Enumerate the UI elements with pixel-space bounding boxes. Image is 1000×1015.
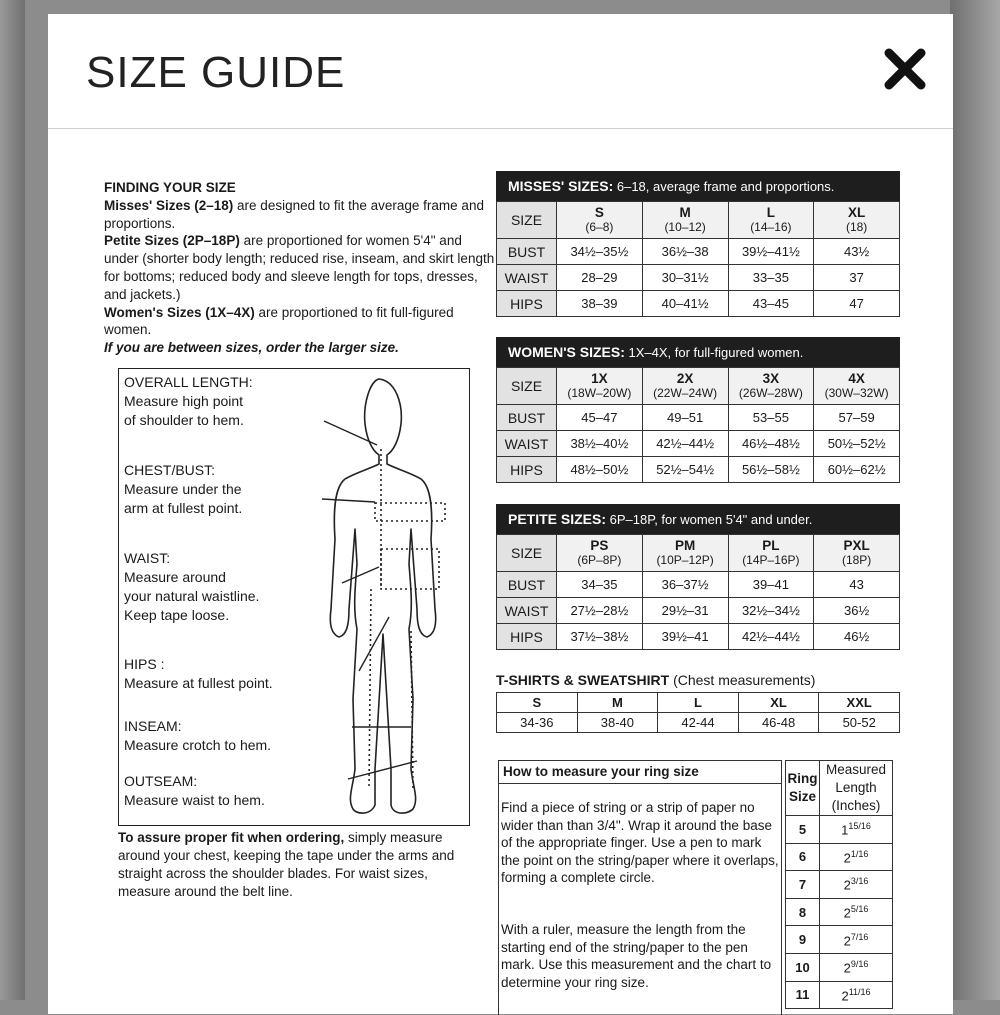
table-row: BUST 34½–35½ 36½–38 39½–41½ 43½ [497,239,900,265]
between-sizes-note: If you are between sizes, order the larger size. [104,340,399,356]
modal-title: SIZE GUIDE [86,48,346,97]
table-row: BUST 34–35 36–37½ 39–41 43 [497,572,900,598]
measurement-diagram [118,368,470,826]
table-row: 11 $2^{11/16}$ [786,981,893,1009]
ring-instructions-1: Find a piece of string or a strip of paper no wider than than 3/4". Wrap it around the base of the appropriate finger. Use a pen to mark the point on the string/paper where it overlaps, forming a complete circle. [501,800,779,886]
background-frame-left [0,0,25,1000]
table-row: BUST 45–47 49–51 53–55 57–59 [497,405,900,431]
table-row: WAIST 28–29 30–31½ 33–35 37 [497,265,900,291]
ring-size-instructions [498,760,782,1015]
tshirt-title: T-SHIRTS & SWEATSHIRT (Chest measurements) [496,672,816,688]
table-row: 10 $2^{9/16}$ [786,953,893,981]
table-row: 9 $2^{7/16}$ [786,926,893,954]
table-row: HIPS 48½–50½ 52½–54½ 56½–58½ 60½–62½ [497,457,900,483]
close-button[interactable] [880,44,930,94]
inseam-label: INSEAM: Measure crotch to hem. [124,718,272,753]
waist-label: WAIST: Measure around your natural waistline. Keep tape loose. [124,550,260,623]
ring-title: How to measure your ring size [503,764,699,779]
finding-heading: FINDING YOUR SIZE [104,180,236,195]
size-guide-modal [48,14,953,1014]
misses-sizes-table [496,171,900,317]
overall-length-label: OVERALL LENGTH: Measure high point of shoulder to hem. [124,374,253,428]
table-row: WAIST 38½–40½ 42½–44½ 46½–48½ 50½–52½ [497,431,900,457]
ring-instructions-2: With a ruler, measure the length from the starting end of the string/paper to the pen mark. Use this measurement and the chart to determine your ring size. [501,922,772,990]
petite-sizes-table [496,504,900,650]
table-row: 8 $2^{5/16}$ [786,898,893,926]
divider [499,783,781,784]
women-sizes-title: WOMEN'S SIZES: 1X–4X, for full-figured women. [496,337,900,367]
outseam-label: OUTSEAM: Measure waist to hem. [124,773,265,808]
women-sizes-table [496,337,900,483]
women-description: Women's Sizes (1X–4X) are proportioned to fit full-figured women. [104,304,454,338]
table-row: 7 $2^{3/16}$ [786,871,893,899]
table-row: SIZE 1X (18W–20W) 2X (22W–24W) 3X (26W–28W) 4X (30W–32W) [497,368,900,405]
hips-label: HIPS : Measure at fullest point. [124,656,273,691]
tshirt-table [496,692,900,733]
table-row: S M L XL XXL [497,693,900,713]
petite-sizes-title: PETITE SIZES: 6P–18P, for women 5'4" and under. [496,504,900,534]
table-row: SIZE S (6–8) M (10–12) L (14–16) XL (18) [497,202,900,239]
background-frame-right [950,0,1000,1000]
finding-your-size [104,179,499,357]
misses-sizes-title: MISSES' SIZES: 6–18, average frame and proportions. [496,171,900,201]
misses-description: Misses' Sizes (2–18) are designed to fit the average frame and proportions. [104,197,484,231]
modal-header [48,14,953,129]
table-row: WAIST 27½–28½ 29½–31 32½–34½ 36½ [497,598,900,624]
proper-fit-note: To assure proper fit when ordering, simply measure around your chest, keeping the tape under the arms and straight across the shoulder blades. For waist sizes, measure around the belt line. [118,830,455,899]
table-row: 5 $1^{15/16}$ [786,816,893,844]
table-row: HIPS 37½–38½ 39½–41 42½–44½ 46½ [497,624,900,650]
petite-description: Petite Sizes (2P–18P) are proportioned for women 5'4" and under (shorter body length; reduced rise, inseam, and skirt length for bottoms; reduced body and sleeve length for tops, dresses, and jackets.) [104,233,495,302]
close-x-icon [880,44,930,94]
table-row: SIZE PS (6P–8P) PM (10P–12P) PL (14P–16P) PXL (18P) [497,535,900,572]
table-row: 34-36 38-40 42-44 46-48 50-52 [497,713,900,733]
table-row: HIPS 38–39 40–41½ 43–45 47 [497,291,900,317]
table-row: Ring Size Measured Length (Inches) [786,761,893,816]
chest-bust-label: CHEST/BUST: Measure under the arm at fullest point. [124,462,243,516]
ring-size-table [785,760,893,1009]
table-row: 6 $2^{1/16}$ [786,843,893,871]
